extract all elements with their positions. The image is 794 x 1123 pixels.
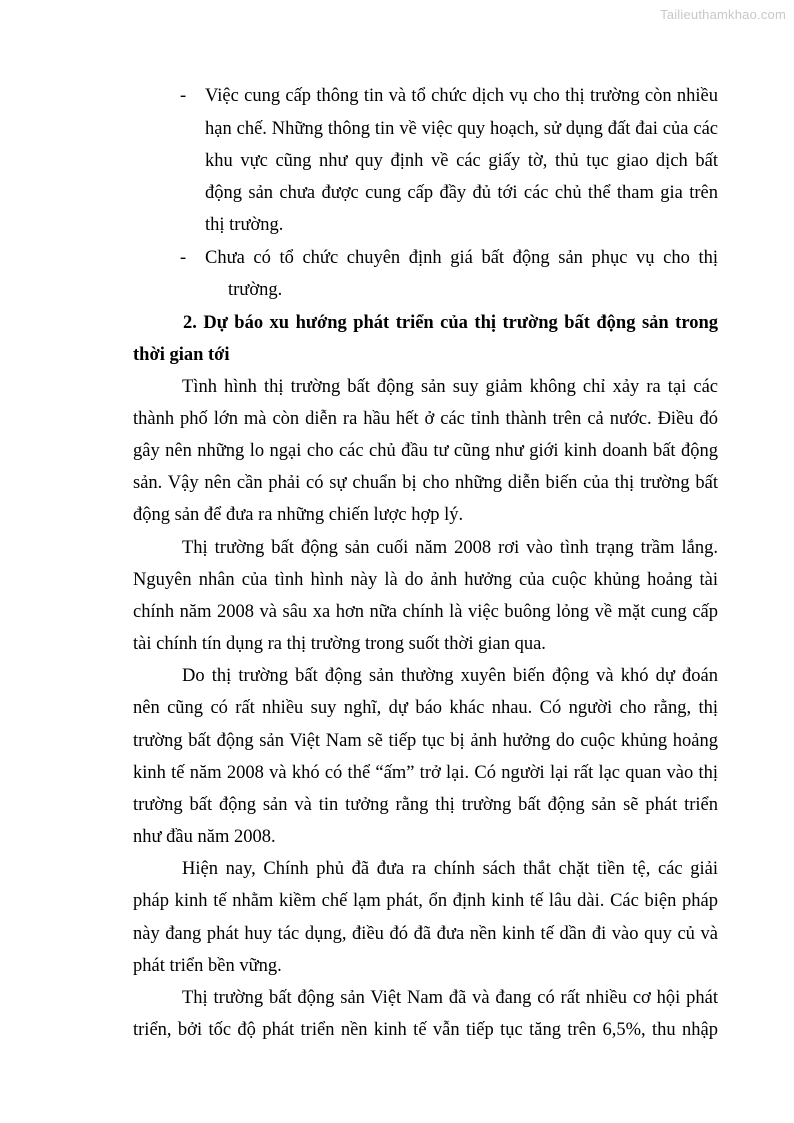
paragraph-line: chính năm 2008 và sâu xa hơn nữa chính là việc buông lỏng về mặt cung cấp [133,602,718,622]
paragraph-line: thành phố lớn mà còn diễn ra hầu hết ở các tỉnh thành trên cả nước. Điều đó [133,409,718,429]
bullet-line: hạn chế. Những thông tin về việc quy hoạch, sử dụng đất đai của các [205,119,718,139]
bullet-line: động sản chưa được cung cấp đầy đủ tới các chủ thể tham gia trên [205,183,718,203]
bullet-marker: - [180,248,187,268]
paragraph-line: tài chính tín dụng ra thị trường trong suốt thời gian qua. [133,634,546,654]
paragraph-line: kinh tế năm 2008 và khó có thể “ấm” trở lại. Có người lại rất lạc quan vào thị [133,763,718,783]
paragraph-line: Thị trường bất động sản Việt Nam đã và đang có rất nhiều cơ hội phát [182,988,718,1008]
bullet-line: trường. [228,280,283,300]
paragraph-line: pháp kinh tế nhằm kiềm chế lạm phát, ổn định kinh tế lâu dài. Các biện pháp [133,891,718,911]
paragraph-line: phát triển bền vững. [133,956,282,976]
bullet-line: khu vực cũng như quy định về các giấy tờ, thủ tục giao dịch bất [205,151,718,171]
bullet-marker: - [180,86,187,106]
paragraph-line: trường bất động sản và tin tưởng rằng thị trường bất động sản sẽ phát triển [133,795,718,815]
paragraph-line: gây nên những lo ngại cho các chủ đầu tư cũng như giới kinh doanh bất động [133,441,718,461]
paragraph-line: trường bất động sản Việt Nam sẽ tiếp tục bị ảnh hưởng do cuộc khủng hoảng [133,731,718,751]
paragraph-line: nên cũng có rất nhiều suy nghĩ, dự báo khác nhau. Có người cho rằng, thị [133,698,718,718]
watermark: Tailieuthamkhao.com [660,7,786,22]
section-heading: 2. Dự báo xu hướng phát triển của thị trường bất động sản trong [183,313,718,333]
paragraph-line: Do thị trường bất động sản thường xuyên biến động và khó dự đoán [182,666,718,686]
bullet-line: Việc cung cấp thông tin và tổ chức dịch vụ cho thị trường còn nhiều [205,86,718,106]
paragraph-line: Tình hình thị trường bất động sản suy giảm không chỉ xảy ra tại các [182,377,718,397]
bullet-line: Chưa có tổ chức chuyên định giá bất động sản phục vụ cho thị [205,248,718,268]
bullet-line: thị trường. [205,215,284,235]
paragraph-line: Hiện nay, Chính phủ đã đưa ra chính sách thắt chặt tiền tệ, các giải [182,859,718,879]
paragraph-line: Thị trường bất động sản cuối năm 2008 rơi vào tình trạng trầm lắng. [182,538,718,558]
paragraph-line: Nguyên nhân của tình hình này là do ảnh hưởng của cuộc khủng hoảng tài [133,570,718,590]
paragraph-line: động sản để đưa ra những chiến lược hợp lý. [133,505,464,525]
paragraph-line: sản. Vậy nên cần phải có sự chuẩn bị cho những diễn biến của thị trường bất [133,473,718,493]
section-heading-cont: thời gian tới [133,345,230,365]
paragraph-line: như đầu năm 2008. [133,827,276,847]
paragraph-line: này đang phát huy tác dụng, điều đó đã đưa nền kinh tế dần đi vào quy củ và [133,924,718,944]
paragraph-line: triển, bởi tốc độ phát triển nền kinh tế vẫn tiếp tục tăng trên 6,5%, thu nhập [133,1020,718,1040]
